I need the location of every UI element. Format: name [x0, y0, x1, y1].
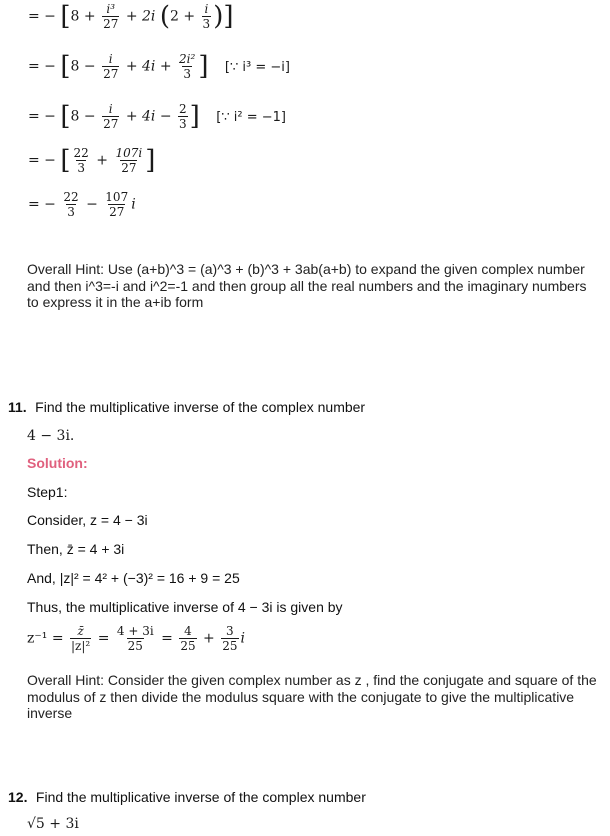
step3-fraction-2 — [178, 102, 188, 131]
step1-frac1-den: 27 — [103, 17, 119, 31]
step1-close-bracket: ] — [223, 1, 234, 32]
step5-frac2-den: 27 — [109, 205, 125, 219]
step1-open-bracket: [ — [60, 1, 71, 32]
question-12-number: 12. — [8, 789, 28, 805]
step5-minus: − — [86, 196, 98, 213]
step1-fraction-2 — [202, 2, 212, 31]
step2-fraction-2 — [178, 52, 196, 81]
step5-frac2-num: 107 — [105, 190, 129, 204]
question-11-header — [8, 399, 365, 417]
overall-hint-2: Overall Hint: Consider the given complex number as z , find the conjugate and square of the modulus of z then divide the modulus square with the conjugate to give the multiplicative inverse — [27, 672, 597, 721]
inverse-fraction-1 — [70, 624, 91, 653]
step2-term1: 8 − — [70, 58, 96, 75]
question-11-number: 11. — [8, 399, 27, 415]
step3-fraction-1 — [102, 102, 119, 131]
step4-close-bracket: ] — [145, 145, 156, 176]
inverse-frac2-num: 4 + 3i — [116, 624, 154, 638]
inverse-fraction-2 — [116, 624, 155, 653]
inverse-equation — [27, 624, 245, 653]
step5-imag-unit: i — [131, 196, 136, 213]
inverse-frac3-num: 4 — [184, 624, 192, 638]
inverse-frac1-den: |z|² — [71, 639, 91, 653]
inverse-plus: + — [203, 630, 215, 647]
step5-frac1-den: 3 — [67, 205, 75, 219]
step4-frac2-den: 27 — [121, 161, 137, 175]
step1-term2: + 2i — [125, 8, 156, 25]
inverse-frac4-den: 25 — [222, 639, 238, 653]
step3-term2: + 4i − — [125, 108, 172, 125]
step2-close-bracket: ] — [198, 51, 209, 82]
step3-note: [∵ i² = −1] — [216, 109, 286, 125]
math-step-5 — [28, 190, 136, 219]
step4-frac1-den: 3 — [77, 161, 85, 175]
step1-open-paren: ( — [159, 1, 170, 32]
inverse-frac2-den: 25 — [127, 639, 143, 653]
modulus-line: And, |z|² = 4² + (−3)² = 16 + 9 = 25 — [27, 570, 240, 586]
step1-term3: 2 + — [170, 8, 196, 25]
inverse-eq-2: = — [161, 630, 173, 647]
math-step-1 — [28, 2, 234, 31]
step2-term2: + 4i + — [125, 58, 172, 75]
step4-fraction-2 — [114, 146, 143, 175]
step1-prefix: = − — [28, 8, 56, 25]
math-step-4 — [28, 146, 155, 175]
step3-close-bracket: ] — [189, 101, 200, 132]
solution-label: Solution: — [27, 455, 88, 471]
step2-note: [∵ i³ = −i] — [224, 59, 290, 75]
step3-frac2-num: 2 — [179, 102, 187, 116]
inverse-imag-unit: i — [240, 630, 245, 647]
inverse-frac4-num: 3 — [226, 624, 234, 638]
step2-open-bracket: [ — [60, 51, 71, 82]
step2-frac1-num: i — [108, 52, 113, 66]
step5-fraction-2 — [104, 190, 129, 219]
math-step-3 — [28, 102, 286, 131]
inverse-lhs: z⁻¹ = — [27, 630, 64, 647]
step2-prefix: = − — [28, 58, 56, 75]
question-11-text: Find the multiplicative inverse of the complex number — [35, 399, 366, 415]
step4-plus: + — [96, 152, 108, 169]
step1-frac2-den: 3 — [202, 17, 211, 31]
consider-line: Consider, z = 4 − 3i — [27, 512, 148, 528]
inverse-fraction-3 — [179, 624, 196, 653]
inverse-eq-1: = — [97, 630, 110, 647]
step1-frac1-num: i³ — [106, 2, 116, 16]
question-12-expression: √5 + 3i — [27, 816, 79, 832]
step3-frac1-num: i — [108, 102, 113, 116]
math-step-2 — [28, 52, 290, 81]
step1-close-paren: ) — [213, 1, 224, 32]
step3-prefix: = − — [28, 108, 56, 125]
step2-frac2-den: 3 — [183, 67, 191, 81]
step3-frac1-den: 27 — [103, 117, 119, 131]
step3-term1: 8 − — [70, 108, 96, 125]
step5-frac1-num: 22 — [63, 190, 79, 204]
inverse-frac1-num: z̄ — [77, 624, 84, 638]
step1-term1: 8 + — [70, 8, 96, 25]
step5-fraction-1 — [62, 190, 79, 219]
step5-prefix: = − — [28, 196, 56, 213]
question-12-text: Find the multiplicative inverse of the complex number — [35, 789, 366, 805]
step2-frac1-den: 27 — [103, 67, 119, 81]
inverse-fraction-4 — [221, 624, 238, 653]
step4-frac1-num: 22 — [73, 146, 89, 160]
step4-prefix: = − — [28, 152, 56, 169]
step2-frac2-num: 2i² — [179, 52, 196, 66]
step1-fraction-1 — [102, 2, 119, 31]
step3-open-bracket: [ — [60, 101, 71, 132]
step4-frac2-num: 107i — [115, 146, 143, 160]
question-11-expression: 4 − 3i. — [27, 428, 75, 444]
thus-line: Thus, the multiplicative inverse of 4 − 3i is given by — [27, 599, 343, 615]
conjugate-line: Then, z̄ = 4 + 3i — [27, 541, 125, 557]
overall-hint-1: Overall Hint: Use (a+b)^3 = (a)^3 + (b)^3 + 3ab(a+b) to expand the given complex number and then i^3=-i and i^2=-1 and then group all the real numbers and the imaginary numbers to express it in the a+ib form — [27, 261, 587, 310]
step1-label: Step1: — [27, 484, 68, 500]
inverse-frac3-den: 25 — [180, 639, 196, 653]
step4-open-bracket: [ — [60, 145, 71, 176]
step1-frac2-num: i — [204, 2, 209, 16]
step3-frac2-den: 3 — [179, 117, 187, 131]
step2-fraction-1 — [102, 52, 119, 81]
question-12-header — [8, 789, 366, 807]
step4-fraction-1 — [73, 146, 90, 175]
